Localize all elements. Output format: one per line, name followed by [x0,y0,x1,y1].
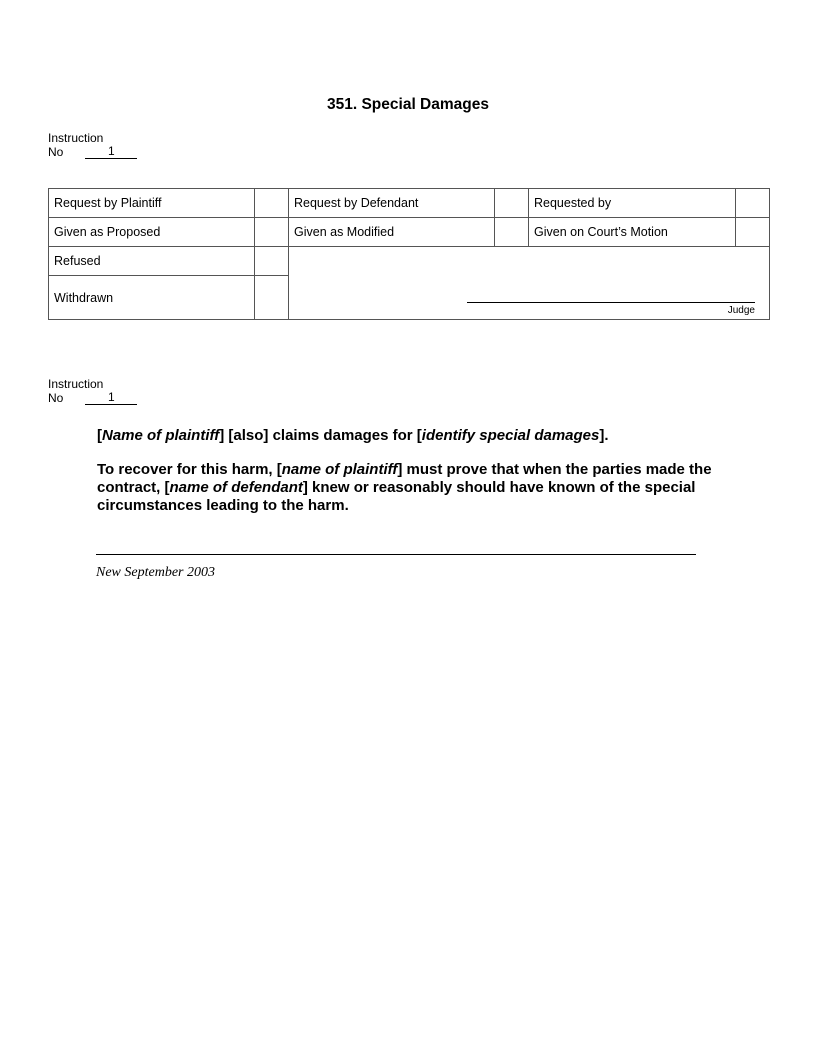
requested-by-checkbox[interactable] [736,189,770,218]
given-on-courts-motion-checkbox[interactable] [736,218,770,247]
instruction-label: Instruction [48,377,104,391]
no-label: No [48,145,64,159]
judge-signature-area [289,247,770,320]
given-as-modified-checkbox[interactable] [495,218,529,247]
judge-signature-line[interactable] [467,302,755,303]
request-by-defendant-checkbox[interactable] [495,189,529,218]
text-fragment: To recover for this harm, [ [97,461,282,478]
judge-label: Judge [727,305,755,316]
refused-label: Refused [49,247,255,276]
instruction-number: 1 [85,391,137,405]
placeholder-name-of-plaintiff: Name of plaintiff [102,427,220,444]
divider-line [96,554,696,555]
revision-note: New September 2003 [96,565,215,580]
instruction-number-block [48,131,137,159]
instruction-number: 1 [85,145,137,159]
withdrawn-checkbox[interactable] [255,276,289,320]
given-on-courts-motion-label: Given on Court’s Motion [529,218,736,247]
text-fragment: ] knew or reasonably should have known of the special circumstances leading to the harm. [97,479,696,514]
placeholder-identify-special-damages: identify special damages [421,427,600,444]
instruction-status-table [48,188,770,320]
given-as-modified-label: Given as Modified [289,218,495,247]
instruction-body [97,427,717,531]
request-by-plaintiff-checkbox[interactable] [255,189,289,218]
placeholder-name-of-plaintiff: name of plaintiff [281,461,398,478]
instruction-paragraph [97,461,717,515]
withdrawn-label: Withdrawn [49,276,255,320]
text-fragment: [ [97,427,102,444]
placeholder-name-of-defendant: name of defendant [169,479,303,496]
requested-by-label: Requested by [529,189,736,218]
given-as-proposed-label: Given as Proposed [49,218,255,247]
instruction-number-block [48,377,137,405]
no-label: No [48,391,64,405]
instruction-label: Instruction [48,131,104,145]
refused-checkbox[interactable] [255,247,289,276]
text-fragment: ] [also] claims damages for [ [219,427,422,444]
given-as-proposed-checkbox[interactable] [255,218,289,247]
instruction-paragraph [97,427,717,445]
page-title: 351. Special Damages [327,96,489,113]
request-by-plaintiff-label: Request by Plaintiff [49,189,255,218]
request-by-defendant-label: Request by Defendant [289,189,495,218]
text-fragment: ]. [599,427,609,444]
text-fragment: ] must prove that when the parties made the contract, [ [97,461,712,496]
